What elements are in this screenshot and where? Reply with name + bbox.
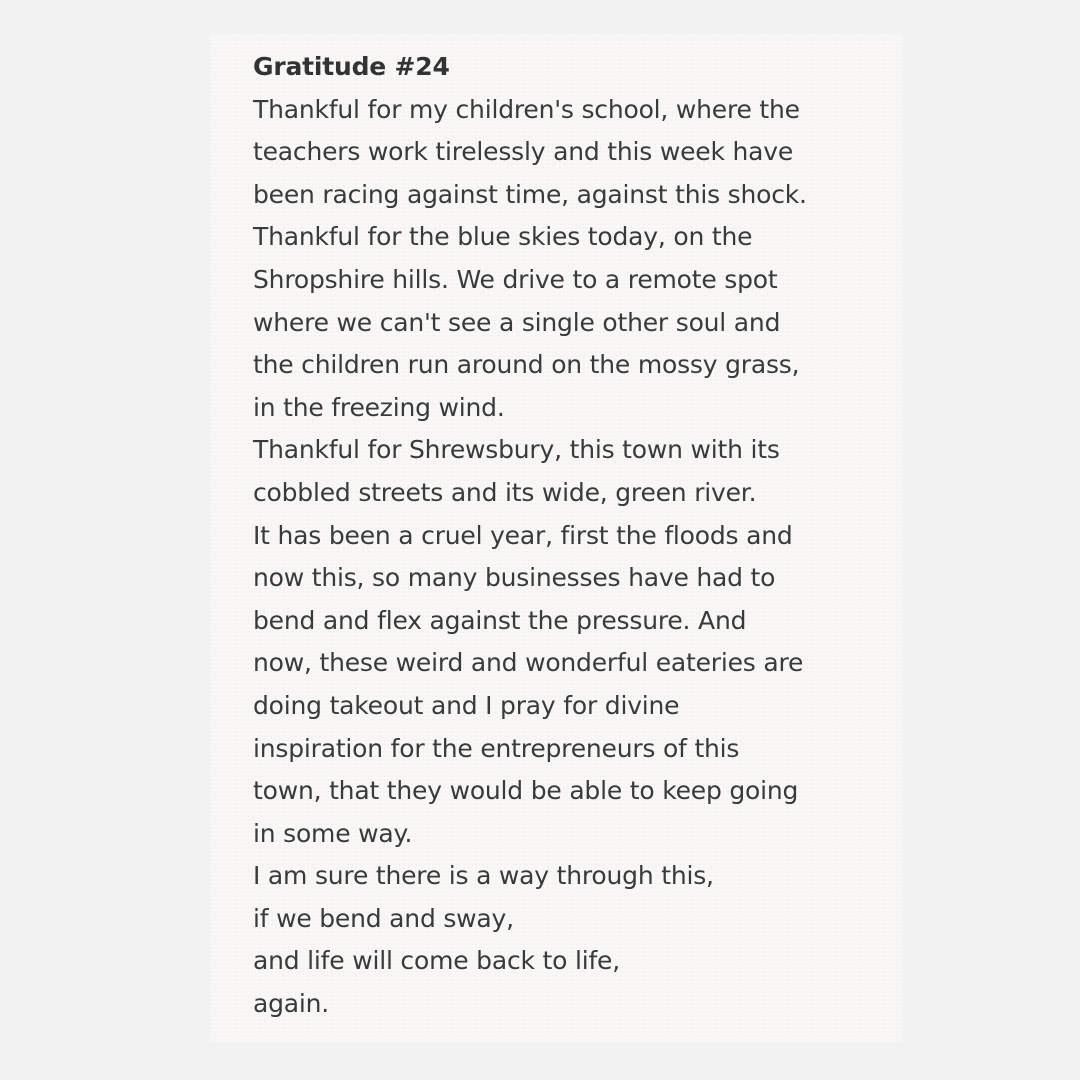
note-line: been racing against time, against this shock.	[253, 179, 807, 209]
note-body	[253, 46, 893, 1026]
note-line: if we bend and sway,	[253, 903, 514, 933]
note-title: Gratitude #24	[253, 52, 450, 81]
note-line: inspiration for the entrepreneurs of this	[253, 733, 740, 763]
note-line: now, these weird and wonderful eateries are	[253, 648, 804, 678]
note-line: doing takeout and I pray for divine	[253, 690, 680, 720]
note-line: the children run around on the mossy grass,	[253, 350, 800, 380]
note-line: teachers work tirelessly and this week have	[253, 137, 794, 167]
note-line: and life will come back to life,	[253, 946, 620, 976]
note-line: bend and flex against the pressure. And	[253, 605, 747, 635]
note-line: It has been a cruel year, first the floods and	[253, 520, 793, 550]
note-line: in some way.	[253, 818, 413, 848]
note-line: I am sure there is a way through this,	[253, 861, 714, 891]
note-line: now this, so many businesses have had to	[253, 563, 776, 593]
note-line: Thankful for the blue skies today, on the	[253, 222, 753, 252]
note-line: cobbled streets and its wide, green river.	[253, 477, 757, 507]
note-line: Thankful for Shrewsbury, this town with its	[253, 435, 780, 465]
note-line: in the freezing wind.	[253, 392, 505, 422]
note-line: Thankful for my children's school, where the	[253, 94, 800, 124]
note-line: where we can't see a single other soul and	[253, 307, 781, 337]
note-line: town, that they would be able to keep going	[253, 776, 799, 806]
note-line: Shropshire hills. We drive to a remote spot	[253, 264, 778, 294]
note-line: again.	[253, 989, 330, 1019]
